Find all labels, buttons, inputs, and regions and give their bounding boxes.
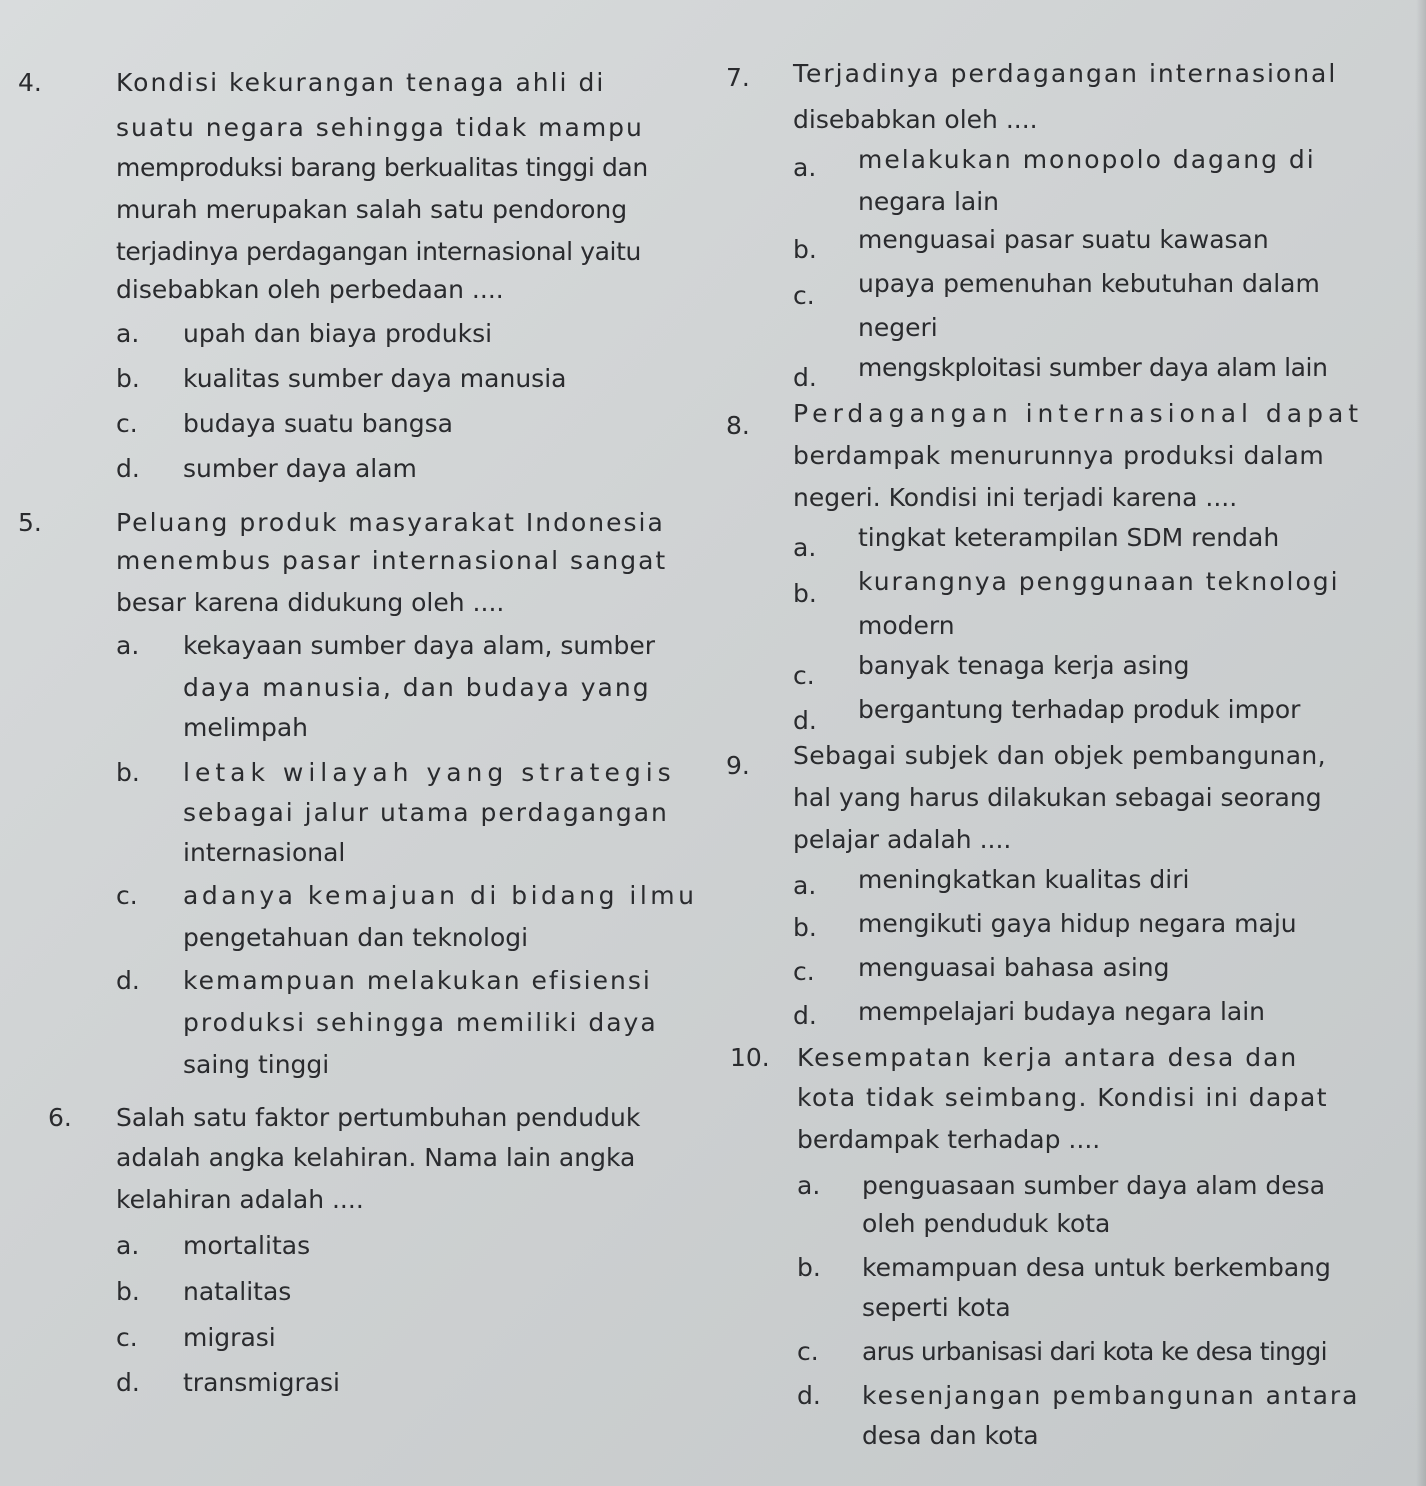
page-edge-shadow <box>1416 0 1426 1486</box>
option-text: kemampuan desa untuk berkembang <box>862 1253 1331 1282</box>
option-letter: a. <box>793 871 817 900</box>
option-letter: a. <box>116 631 140 660</box>
option-letter: d. <box>116 454 140 483</box>
question-text-line: Kondisi kekurangan tenaga ahli di <box>116 68 606 97</box>
question-text-line: disebabkan oleh .... <box>793 105 1038 134</box>
question-number: 4. <box>18 68 42 97</box>
option-text: letak wilayah yang strategis <box>183 758 676 787</box>
option-letter: c. <box>793 281 815 310</box>
question-text-line: Kesempatan kerja antara desa dan <box>797 1043 1299 1072</box>
option-text: melimpah <box>183 713 309 742</box>
option-letter: a. <box>116 1231 140 1260</box>
question-number: 6. <box>48 1103 72 1132</box>
option-text: banyak tenaga kerja asing <box>858 651 1190 680</box>
question-text-line: murah merupakan salah satu pendorong <box>116 195 628 224</box>
option-text: bergantung terhadap produk impor <box>858 695 1301 724</box>
option-letter: b. <box>793 579 817 608</box>
option-text: negeri <box>858 313 938 342</box>
question-number: 5. <box>18 508 42 537</box>
option-letter: c. <box>116 1323 138 1352</box>
question-text-line: kelahiran adalah .... <box>116 1185 364 1214</box>
option-text: pengetahuan dan teknologi <box>183 923 529 952</box>
option-text: oleh penduduk kota <box>862 1209 1111 1238</box>
option-text: daya manusia, dan budaya yang <box>183 673 651 702</box>
option-text: mortalitas <box>183 1231 311 1260</box>
question-text-line: Salah satu faktor pertumbuhan penduduk <box>116 1103 641 1132</box>
option-letter: a. <box>793 153 817 182</box>
question-text-line: pelajar adalah .... <box>793 825 1012 854</box>
option-letter: a. <box>793 533 817 562</box>
option-text: produksi sehingga memiliki daya <box>183 1008 658 1037</box>
option-letter: a. <box>116 319 140 348</box>
question-text-line: negeri. Kondisi ini terjadi karena .... <box>793 483 1238 512</box>
option-text: melakukan monopolo dagang di <box>858 145 1316 174</box>
option-letter: d. <box>793 1001 817 1030</box>
question-text-line: Terjadinya perdagangan internasional <box>793 59 1338 88</box>
option-text: budaya suatu bangsa <box>183 409 453 438</box>
question-text-line: Sebagai subjek dan objek pembangunan, <box>793 741 1327 770</box>
option-text: migrasi <box>183 1323 276 1352</box>
question-text-line: disebabkan oleh perbedaan .... <box>116 275 504 304</box>
option-text: mempelajari budaya negara lain <box>858 997 1266 1026</box>
option-text: menguasai bahasa asing <box>858 953 1170 982</box>
option-text: upah dan biaya produksi <box>183 319 493 348</box>
question-number: 10. <box>730 1043 770 1072</box>
option-letter: b. <box>116 758 140 787</box>
question-number: 8. <box>726 411 750 440</box>
question-text-line: memproduksi barang berkualitas tinggi dan <box>116 153 648 182</box>
question-text-line: hal yang harus dilakukan sebagai seorang <box>793 783 1322 812</box>
question-text-line: suatu negara sehingga tidak mampu <box>116 113 644 142</box>
option-letter: d. <box>793 363 817 392</box>
option-text: kesenjangan pembangunan antara <box>862 1381 1360 1410</box>
question-text-line: berdampak menurunnya produksi dalam <box>793 441 1325 470</box>
option-text: kurangnya penggunaan teknologi <box>858 567 1340 596</box>
question-text-line: terjadinya perdagangan internasional yaitu <box>116 237 641 266</box>
option-text: upaya pemenuhan kebutuhan dalam <box>858 269 1320 298</box>
option-letter: b. <box>116 1277 140 1306</box>
question-text-line: besar karena didukung oleh .... <box>116 588 505 617</box>
option-text: kualitas sumber daya manusia <box>183 364 567 393</box>
option-text: negara lain <box>858 187 1000 216</box>
option-letter: a. <box>797 1171 821 1200</box>
option-letter: c. <box>116 409 138 438</box>
option-letter: d. <box>797 1381 821 1410</box>
option-letter: b. <box>797 1253 821 1282</box>
option-letter: c. <box>793 661 815 690</box>
option-text: mengikuti gaya hidup negara maju <box>858 909 1297 938</box>
option-text: sumber daya alam <box>183 454 417 483</box>
option-letter: b. <box>116 364 140 393</box>
option-letter: b. <box>793 235 817 264</box>
option-text: arus urbanisasi dari kota ke desa tinggi <box>862 1337 1327 1366</box>
option-text: tingkat keterampilan SDM rendah <box>858 523 1280 552</box>
option-text: mengskploitasi sumber daya alam lain <box>858 353 1328 382</box>
option-text: internasional <box>183 838 346 867</box>
option-letter: d. <box>116 1368 140 1397</box>
question-text-line: Perdagangan internasional dapat <box>793 399 1364 428</box>
option-text: kemampuan melakukan efisiensi <box>183 966 652 995</box>
option-letter: c. <box>797 1337 819 1366</box>
option-letter: c. <box>116 881 138 910</box>
question-text-line: berdampak terhadap .... <box>797 1125 1101 1154</box>
option-text: penguasaan sumber daya alam desa <box>862 1171 1326 1200</box>
question-text-line: adalah angka kelahiran. Nama lain angka <box>116 1143 636 1172</box>
option-text: meningkatkan kualitas diri <box>858 865 1190 894</box>
question-text-line: kota tidak seimbang. Kondisi ini dapat <box>797 1083 1328 1112</box>
option-letter: d. <box>116 966 140 995</box>
question-text-line: menembus pasar internasional sangat <box>116 546 668 575</box>
option-letter: b. <box>793 913 817 942</box>
option-text: saing tinggi <box>183 1050 330 1079</box>
option-text: transmigrasi <box>183 1368 341 1397</box>
question-number: 7. <box>726 63 750 92</box>
option-letter: d. <box>793 706 817 735</box>
option-text: natalitas <box>183 1277 292 1306</box>
option-text: modern <box>858 611 955 640</box>
option-text: sebagai jalur utama perdagangan <box>183 798 669 827</box>
option-text: menguasai pasar suatu kawasan <box>858 225 1269 254</box>
question-text-line: Peluang produk masyarakat Indonesia <box>116 508 665 537</box>
question-number: 9. <box>726 751 750 780</box>
option-text: desa dan kota <box>862 1421 1039 1450</box>
option-text: kekayaan sumber daya alam, sumber <box>183 631 656 660</box>
option-text: adanya kemajuan di bidang ilmu <box>183 881 698 910</box>
option-text: seperti kota <box>862 1293 1011 1322</box>
option-letter: c. <box>793 957 815 986</box>
